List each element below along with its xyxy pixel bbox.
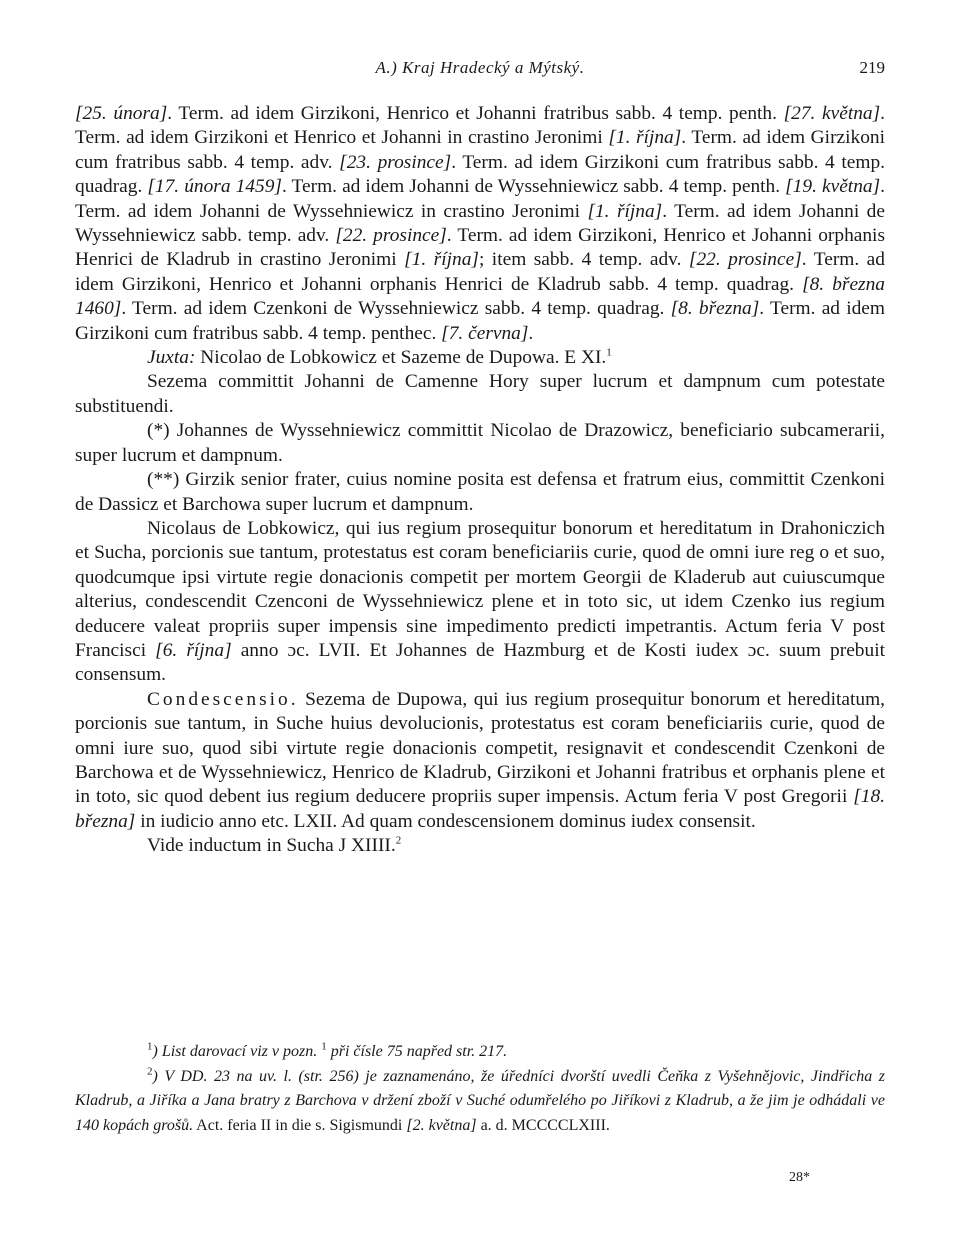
date-bracket: [22. prosince] <box>688 249 802 271</box>
term-text: . Term. ad idem Czenkoni de Wyssehniewicz sabb. 4 temp. quadrag. <box>121 298 671 320</box>
footnote-ref-2: 2 <box>395 834 402 847</box>
footnote-2-date: [2. května] <box>406 1116 477 1134</box>
footnote-2 <box>75 1065 885 1139</box>
date-bracket: [25. února] <box>75 103 168 124</box>
vide-text: Vide inductum in Sucha J XIIII. <box>147 835 396 857</box>
page-number: 219 <box>859 58 885 77</box>
page-header <box>75 58 885 84</box>
paragraph-vide <box>75 834 885 858</box>
condescensio-heading: Condescensio. <box>147 688 299 710</box>
footnote-ref-1: 1 <box>606 346 612 359</box>
condescensio-text-a: Sezema de Dupowa, qui ius regium prosequitur bonorum et hereditatum, porcionis sue tantum, in Suche huius devolucionis, protestatus est coram beneficiariis curie, quod de omni iure suo, quod sibi virtute regie donacionis competit, resignavit et condescendit Czenkoni de Barchowa et de Wyssehniewicz, Henrico de Kladrub, Girzikoni et Johanni fratribus et orphanis plene et in toto, sic quod debent ius regium deducere propriis super impensis. Actum feria V post Gregorii <box>75 688 885 808</box>
date-bracket: [1. října] <box>608 127 682 149</box>
nicolaus-date: [6. října] <box>155 639 232 661</box>
paragraph-johannes: (*) Johannes de Wyssehniewicz committit Nicolao de Drazowicz, beneficiario subcamerarii, super lucrum et dampnum. <box>75 420 885 466</box>
condescensio-date: [18. března] <box>75 786 885 832</box>
juxta-label: Juxta: <box>147 347 196 369</box>
date-bracket: [22. prosince] <box>335 225 447 247</box>
date-bracket: [1. října] <box>404 249 479 271</box>
nicolaus-text-a: Nicolaus de Lobkowicz, qui ius regium prosequitur bonorum et hereditatum in Drahoniczich et Sucha, porcionis sue tantum, protestatus est coram beneficiariis curie, quod de omni iure reg o et suo, quodcumque ipsi virtute regie donacionis competit per mortem Georgii de Kladerub aut cuiuscumque alterius, condescendit Czenconi de Wyssehniewicz plene et in toto sic, ut idem Czenko ius regium deducere valeat propriis super impensis sine impedimento predicti impetrantis. Actum feria V post Francisci <box>75 517 885 661</box>
term-text: . Term. ad idem Girzikoni, Henrico et Johanni orphanis Henrici de Kladrub in crastino Jeronimi <box>75 225 885 271</box>
date-bracket: [7. června] <box>441 322 529 344</box>
running-title: A.) Kraj Hradecký a Mýtský. <box>375 58 585 77</box>
footnote-1-rest: při čísle 75 napřed str. 217. <box>326 1043 508 1060</box>
term-text: . Term. ad idem Girzikoni, Henrico et Johanni orphanis Henrici de Kladrub sabb. 4 temp. quadrag. <box>75 249 885 295</box>
date-bracket: [1. října] <box>587 200 663 222</box>
date-bracket: [8. března] <box>670 298 760 320</box>
signature-mark: 28* <box>789 1170 810 1185</box>
document-page <box>75 0 885 1237</box>
date-bracket: [19. května] <box>785 176 881 198</box>
footnote-1-mark: 1 <box>147 1040 153 1053</box>
footnote-2-italic: ) V DD. 23 na uv. l. (str. 256) je zaznamenáno, že úředníci dvorští uvedli Čeňka z Vyšehnějovic, Jindřicha z Kladrub, a Jiříka a Jana bratry z Barchova v držení zboží v Suché odumřelého po Jiříkovi z Kladrub, a že jim je odhádali ve 140 kopách grošů. <box>75 1067 885 1134</box>
term-text: . Term. ad idem Girzikoni cum fratribus sabb. 4 temp. penthec. <box>75 298 886 344</box>
date-bracket: [17. února 1459] <box>147 176 282 198</box>
footnote-1-sup: 1 <box>321 1040 327 1053</box>
term-text: . Term. ad idem Johanni de Wyssehniewicz sabb. temp. adv. <box>75 200 885 247</box>
paragraph-terms <box>75 102 885 346</box>
paragraph-nicolaus <box>75 517 885 688</box>
condescensio-text-b: in iudicio anno etc. LXII. Ad quam condescensionem dominus iudex consensit. <box>135 810 756 832</box>
term-text: . <box>528 322 534 344</box>
term-text: . Term. ad idem Johanni de Wyssehniewicz sabb. 4 temp. penth. <box>281 176 786 198</box>
term-text: . Term. ad idem Johanni de Wyssehniewicz in crastino Jeronimi <box>75 176 885 222</box>
nicolaus-text-b: anno ɔc. LVII. Et Johannes de Hazmburg et de Kosti iudex ɔc. suum prebuit consensum. <box>75 639 885 686</box>
footnote-1 <box>75 1040 885 1065</box>
date-bracket: [27. května] <box>783 103 881 124</box>
paragraph-juxta <box>75 346 885 370</box>
juxta-text: Nicolao de Lobkowicz et Sazeme de Dupowa. E XI. <box>195 347 607 369</box>
term-text: . Term. ad idem Girzikoni, Henrico et Johanni fratribus sabb. 4 temp. penth. <box>167 103 784 124</box>
main-text <box>75 102 885 859</box>
footnote-2-roman: Act. feria II in die s. Sigismundi <box>193 1116 407 1134</box>
term-text: . Term. ad idem Girzikoni cum fratribus sabb. 4 temp. quadrag. <box>75 151 886 198</box>
footnote-1-text: ) List darovací viz v pozn. <box>152 1043 322 1060</box>
date-bracket: [8. března 1460] <box>75 273 885 320</box>
footnotes <box>75 1040 885 1138</box>
term-text: ; item sabb. 4 temp. adv. <box>478 249 689 271</box>
date-bracket: [23. prosince] <box>339 151 452 173</box>
paragraph-condescensio <box>75 688 885 834</box>
paragraph-sezema: Sezema committit Johanni de Camenne Hory super lucrum et dampnum cum potestate substituendi. <box>75 371 885 417</box>
footnote-2-mark: 2 <box>147 1065 153 1078</box>
term-text: . Term. ad idem Girzikoni cum fratribus sabb. 4 temp. adv. <box>75 127 885 173</box>
paragraph-girzik: (**) Girzik senior frater, cuius nomine posita est defensa et fratrum eius, committit Czenkoni de Dassicz et Barchowa super lucrum et dampnum. <box>75 469 885 515</box>
footnote-2-end: a. d. MCCCCLXIII. <box>476 1116 610 1134</box>
term-text: . Term. ad idem Girzikoni et Henrico et Johanni in crastino Jeronimi <box>75 103 885 149</box>
